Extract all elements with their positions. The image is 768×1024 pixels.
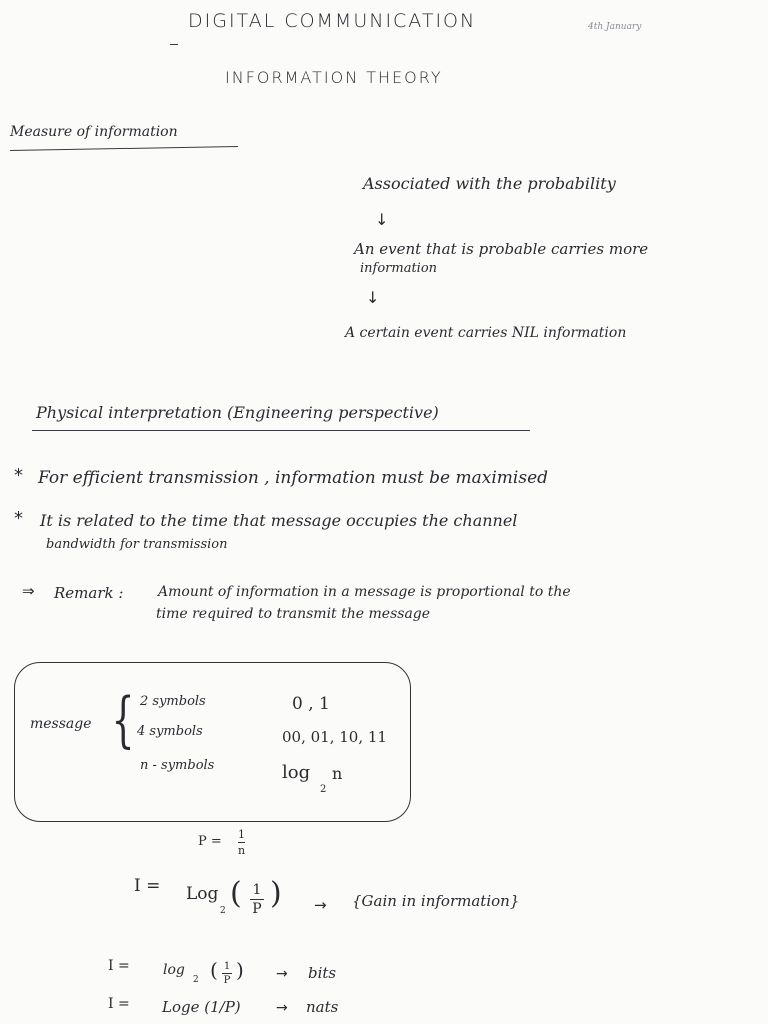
- section-heading-physical: Physical interpretation (Engineering perspective): [36, 403, 439, 422]
- symbols-row-count: n - symbols: [140, 758, 215, 773]
- measure-line-2a: An event that is probable carries more: [354, 240, 649, 258]
- log-base: 2: [320, 784, 327, 795]
- p-numerator: 1: [238, 828, 246, 841]
- fraction-bar: [238, 842, 245, 843]
- double-arrow-icon: ⇒: [22, 582, 35, 600]
- symbols-row-value: log: [282, 762, 311, 783]
- bullet-star-icon: *: [14, 465, 23, 486]
- down-arrow-icon: ↓: [366, 288, 380, 307]
- down-arrow-icon: ↓: [375, 210, 389, 229]
- bits-denominator: P: [223, 975, 231, 986]
- symbols-row-count: 2 symbols: [140, 694, 206, 709]
- fraction-bar: [250, 899, 264, 900]
- p-fraction: [238, 828, 245, 857]
- symbols-row-count: 4 symbols: [137, 724, 203, 739]
- remark-label: Remark :: [54, 584, 124, 602]
- section-heading-underline: [10, 146, 238, 151]
- open-paren: (: [210, 958, 218, 982]
- section-heading-underline: [32, 430, 530, 431]
- date-scribble: 4th January: [588, 22, 642, 32]
- measure-line-3: A certain event carries NIL information: [345, 325, 627, 341]
- log-argument: n: [332, 764, 343, 783]
- remark-line-b: time required to transmit the message: [156, 606, 431, 622]
- open-paren: (: [230, 876, 242, 911]
- bullet-2b: bandwidth for transmission: [46, 537, 228, 552]
- nats-equals: I =: [108, 996, 130, 1012]
- bullet-2a: It is related to the time that message occupies the channel: [40, 511, 518, 530]
- i-denominator: P: [252, 901, 262, 917]
- gain-note: {Gain in information}: [352, 892, 520, 910]
- bits-log: log: [163, 962, 185, 978]
- symbols-row-value: 0 , 1: [292, 694, 330, 714]
- section-heading-measure: Measure of information: [10, 124, 178, 140]
- bits-numerator: 1: [223, 961, 231, 972]
- close-paren: ): [236, 958, 244, 982]
- bits-unit: bits: [308, 964, 337, 982]
- page-title: DIGITAL COMMUNICATION: [188, 10, 477, 32]
- close-paren: ): [270, 876, 282, 911]
- nats-expression: Loge (1/P): [162, 998, 241, 1016]
- bits-equals: I =: [108, 958, 130, 974]
- left-brace-icon: {: [111, 685, 135, 755]
- i-fraction: [250, 882, 264, 917]
- remark-line-a: Amount of information in a message is proportional to the: [158, 584, 571, 600]
- i-equals: I =: [134, 876, 161, 896]
- fraction-bar: [222, 973, 232, 974]
- p-denominator: n: [238, 844, 246, 857]
- measure-line-1: Associated with the probability: [363, 174, 616, 193]
- p-equals: P =: [198, 834, 222, 849]
- nats-unit: nats: [306, 998, 339, 1016]
- right-arrow-icon: →: [276, 966, 288, 982]
- bullet-1: For efficient transmission , information must be maximised: [38, 468, 549, 488]
- title-dash: [170, 44, 178, 45]
- symbols-row-value: 00, 01, 10, 11: [282, 728, 387, 746]
- right-arrow-icon: →: [276, 1000, 288, 1016]
- bits-log-base: 2: [193, 975, 199, 985]
- message-label: message: [30, 716, 92, 732]
- right-arrow-icon: →: [314, 896, 327, 914]
- i-numerator: 1: [252, 882, 262, 898]
- i-log: Log: [186, 884, 219, 904]
- bits-fraction: [222, 961, 232, 986]
- bullet-star-icon: *: [14, 508, 23, 529]
- page-subtitle: INFORMATION THEORY: [225, 68, 443, 87]
- measure-line-2b: information: [360, 261, 438, 276]
- i-log-base: 2: [220, 906, 226, 916]
